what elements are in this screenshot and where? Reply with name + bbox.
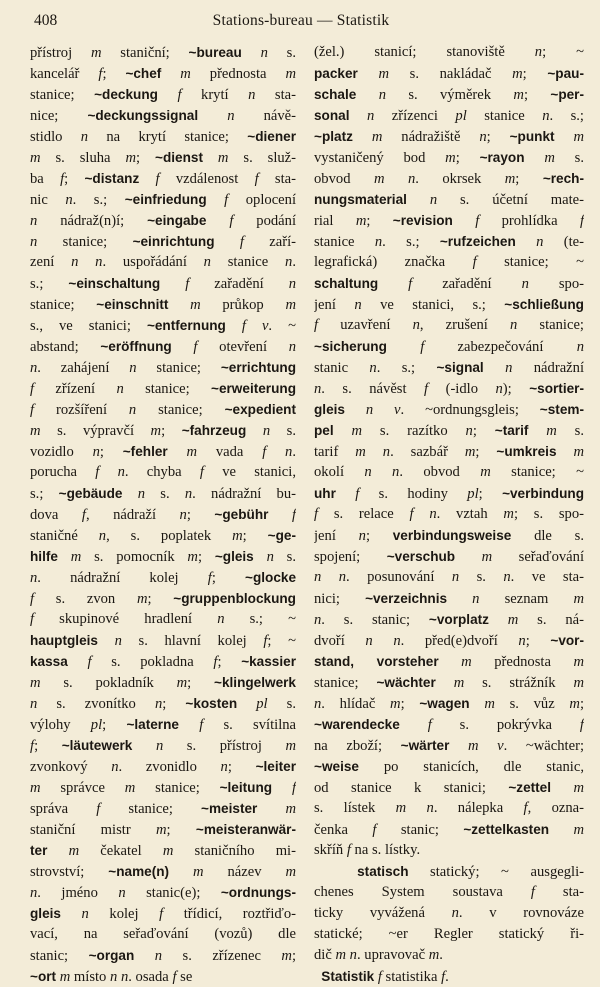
dictionary-line: packer m s. nakládač m; ~pau- (314, 66, 584, 82)
dictionary-line: ~sicherung f zabezpečování n (314, 339, 584, 355)
dictionary-line: nice; ~deckungssignal n návě- (30, 108, 296, 124)
dictionary-line: f rozšíření n stanice; ~expedient (30, 402, 296, 418)
dictionary-line: ba f; ~distanz f vzdálenost f sta- (30, 171, 296, 187)
dictionary-line: tarif m n. sazbář m; ~umkreis m (314, 444, 584, 460)
dictionary-line: abstand; ~eröffnung f otevření n (30, 339, 296, 355)
dictionary-line: rial m; ~revision f prohlídka f (314, 213, 584, 229)
dictionary-line: n n. posunování n s. n. ve sta- (314, 569, 584, 585)
dictionary-line: čenka f stanic; ~zettelkasten m (314, 822, 584, 838)
dictionary-line: zvonkový n. zvonidlo n; ~leiter (30, 759, 296, 775)
dictionary-line: schale n s. výměrek m; ~per- (314, 87, 584, 103)
dictionary-line: stanic; ~organ n s. zřízenec m; (30, 948, 296, 964)
dictionary-line: n. jméno n stanic(e); ~ordnungs- (30, 885, 296, 901)
dictionary-line: s., ve stanici; ~entfernung f v. ~ (30, 318, 296, 334)
dictionary-line: dova f, nádraží n; ~gebühr f (30, 507, 296, 523)
dictionary-line: m s. sluha m; ~dienst m s. služ- (30, 150, 296, 166)
dictionary-line: uhr f s. hodiny pl; ~verbindung (314, 486, 584, 502)
dictionary-line: stand, vorsteher m přednosta m (314, 654, 584, 670)
dictionary-line: obvod m n. okrsek m; ~rech- (314, 171, 584, 187)
dictionary-line: n. zahájení n stanice; ~errichtung (30, 360, 296, 376)
dictionary-line: n nádraž(n)í; ~eingabe f podání (30, 213, 296, 229)
dictionary-line: hilfe m s. pomocník m; ~gleis n s. (30, 549, 296, 565)
dictionary-line: stanice n. s.; ~rufzeichen n (te- (314, 234, 584, 250)
dictionary-line: nic n. s.; ~einfriedung f oplocení (30, 192, 296, 208)
dictionary-line: legrafická) značka f stanice; ~ (314, 254, 584, 270)
dictionary-line: spojení; ~verschub m seřaďování (314, 549, 584, 565)
dictionary-line: správa f stanice; ~meister m (30, 801, 296, 817)
dictionary-line: f s. relace f n. vztah m; s. spo- (314, 506, 584, 522)
dictionary-line: kancelář f; ~chef m přednosta m (30, 66, 296, 82)
dictionary-line: přístroj m staniční; ~bureau n s. (30, 45, 296, 61)
dictionary-line: gleis n v. ~ordnungsgleis; ~stem- (314, 402, 584, 418)
dictionary-line: statické; ~er Regler statický ři- (314, 926, 584, 942)
dictionary-line: jení n; verbindungsweise dle s. (314, 528, 584, 544)
dictionary-line: n s. zvonítko n; ~kosten pl s. (30, 696, 296, 712)
dictionary-line: skříň f na s. lístky. (314, 842, 421, 858)
dictionary-line: nungsmaterial n s. účetní mate- (314, 192, 584, 208)
dictionary-line: f s. zvon m; ~gruppenblockung (30, 591, 296, 607)
dictionary-line: s.; ~gebäude n s. n. nádražní bu- (30, 486, 296, 502)
dictionary-line: dič m n. upravovač m. (314, 947, 443, 963)
dictionary-line: dvoří n n. před(e)dvoří n; ~vor- (314, 633, 584, 649)
dictionary-line: staničné n, s. poplatek m; ~ge- (30, 528, 296, 544)
dictionary-line: stanice; ~wächter m s. strážník m (314, 675, 584, 691)
dictionary-line: (žel.) stanicí; stanoviště n; ~ (314, 44, 584, 60)
dictionary-line: Statistik f statistika f. (321, 969, 449, 985)
dictionary-line: ~platz m nádražiště n; ~punkt m (314, 129, 584, 145)
dictionary-line: f zřízení n stanice; ~erweiterung (30, 381, 296, 397)
dictionary-line: n. s. stanic; ~vorplatz m s. ná- (314, 612, 584, 628)
dictionary-column-left (30, 42, 296, 987)
dictionary-line: stanice; ~deckung f krytí n sta- (30, 87, 296, 103)
dictionary-line: zení n n. uspořádání n stanice n. (30, 254, 296, 270)
dictionary-line: vystaničený bod m; ~rayon m s. (314, 150, 584, 166)
dictionary-line: m správce m stanice; ~leitung f (30, 780, 296, 796)
dictionary-line: na zboží; ~wärter m v. ~wächter; (314, 738, 584, 754)
dictionary-line: stanice; ~einschnitt m průkop m (30, 297, 296, 313)
page-header (18, 6, 584, 32)
dictionary-line: od stanice k stanici; ~zettel m (314, 780, 584, 796)
dictionary-line: nici; ~verzeichnis n seznam m (314, 591, 584, 607)
dictionary-line: statisch statický; ~ ausgegli- (357, 864, 584, 880)
dictionary-line: n. nádražní kolej f; ~glocke (30, 570, 296, 586)
dictionary-line: sonal n zřízenci pl stanice n. s.; (314, 108, 584, 124)
dictionary-line: s. lístek m n. nálepka f, ozna- (314, 800, 584, 816)
dictionary-line: schaltung f zařadění n spo- (314, 276, 584, 292)
dictionary-line: stidlo n na krytí stanice; ~diener (30, 129, 296, 145)
dictionary-line: ~ort m místo n n. osada f se (30, 969, 193, 985)
dictionary-line: pel m s. razítko n; ~tarif m s. (314, 423, 584, 439)
dictionary-line: f; ~läutewerk n s. přístroj m (30, 738, 296, 754)
dictionary-line: m s. pokladník m; ~klingelwerk (30, 675, 296, 691)
dictionary-line: ticky vyvážená n. v rovnováze (314, 905, 584, 921)
dictionary-line: stanic n. s.; ~signal n nádražní (314, 360, 584, 376)
dictionary-line: s.; ~einschaltung f zařadění n (30, 276, 296, 292)
running-head: Stations-bureau — Statistik (212, 12, 390, 29)
dictionary-line: n. s. návěst f (-idlo n); ~sortier- (314, 381, 584, 397)
dictionary-line: výlohy pl; ~laterne f s. svítilna (30, 717, 296, 733)
dictionary-line: ~weise po stanicích, dle stanic, (314, 759, 584, 775)
dictionary-line: staniční mistr m; ~meisteranwär- (30, 822, 296, 838)
dictionary-column-right (314, 42, 584, 987)
dictionary-line: jení n ve stanici, s.; ~schließung (314, 297, 584, 313)
dictionary-line: okolí n n. obvod m stanice; ~ (314, 464, 584, 480)
dictionary-line: n stanice; ~einrichtung f zaří- (30, 234, 296, 250)
dictionary-line: ter m čekatel m staničního mi- (30, 843, 296, 859)
dictionary-line: f skupinové hradlení n s.; ~ (30, 611, 296, 627)
dictionary-line: ~warendecke f s. pokrývka f (314, 717, 584, 733)
dictionary-line: vací, na seřaďování (vozů) dle (30, 926, 296, 942)
dictionary-line: vozidlo n; ~fehler m vada f n. (30, 444, 296, 460)
dictionary-line: m s. výpravčí m; ~fahrzeug n s. (30, 423, 296, 439)
dictionary-line: n. hlídač m; ~wagen m s. vůz m; (314, 696, 584, 712)
dictionary-line: kassa f s. pokladna f; ~kassier (30, 654, 296, 670)
page-number: 408 (34, 12, 58, 29)
dictionary-line: hauptgleis n s. hlavní kolej f; ~ (30, 633, 296, 649)
dictionary-line: gleis n kolej f třídicí, roztřiďo- (30, 906, 296, 922)
dictionary-line: porucha f n. chyba f ve stanici, (30, 464, 296, 480)
dictionary-line: strovství; ~name(n) m název m (30, 864, 296, 880)
dictionary-line: chenes System soustava f sta- (314, 884, 584, 900)
dictionary-line: f uzavření n, zrušení n stanice; (314, 317, 584, 333)
